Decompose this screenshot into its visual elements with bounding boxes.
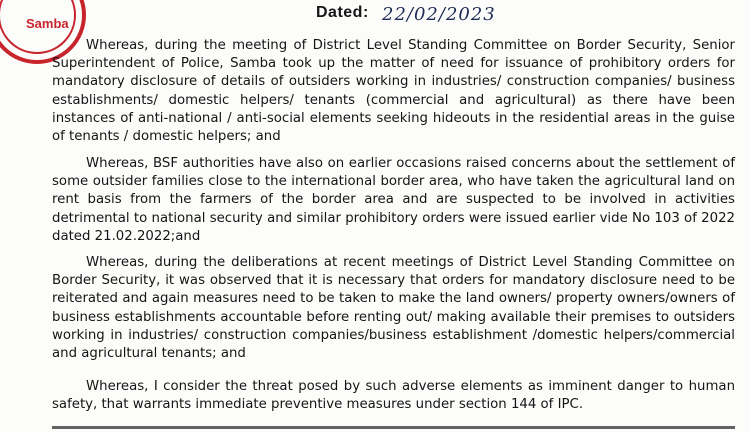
paragraph-2: Whereas, BSF authorities have also on earlier occasions raised concerns about the settlement of some outsider families close to the international border area, who have taken the agricultural land on rent basis from the farmers of the border area and are suspected to be involved in activities detrimental to national security and similar prohibitory orders were issued earlier vide No 103 of 2022 dated 21.02.2022;and [52,156,735,244]
dated-label: Dated: [316,4,369,21]
paragraph-4: Whereas, I consider the threat posed by such adverse elements as imminent danger to human safety, that warrants immediate preventive measures under section 144 of IPC. [52,379,735,413]
paragraph-1: Whereas, during the meeting of District Level Standing Committee on Border Security, Senior Superintendent of Police, Samba took up the matter of need for issuance of prohibitory orders for mandatory disclosure of details of outsiders working in industries/ construction companies/ business establishments/ domestic helpers/ tenants (commercial and agricultural) as there have been instances of anti-national / anti-social elements seeking hideouts in the residential areas in the guise of tenants / domestic helpers; and [52,38,735,145]
handwritten-date: 22/02/2023 [382,4,496,25]
paragraph-3: Whereas, during the deliberations at recent meetings of District Level Standing Committee on Border Security, it was observed that it is necessary that orders for mandatory disclosure need to be reiterated and again measures need to be taken to make the land owners/ property owners/owners of business establishments accountable before renting out/ making available their premises to outsiders working in industries/ construction companies/business establishment /domestic helpers/commercial and agricultural tenants; and [52,255,735,362]
seal-label: Samba [26,16,69,31]
